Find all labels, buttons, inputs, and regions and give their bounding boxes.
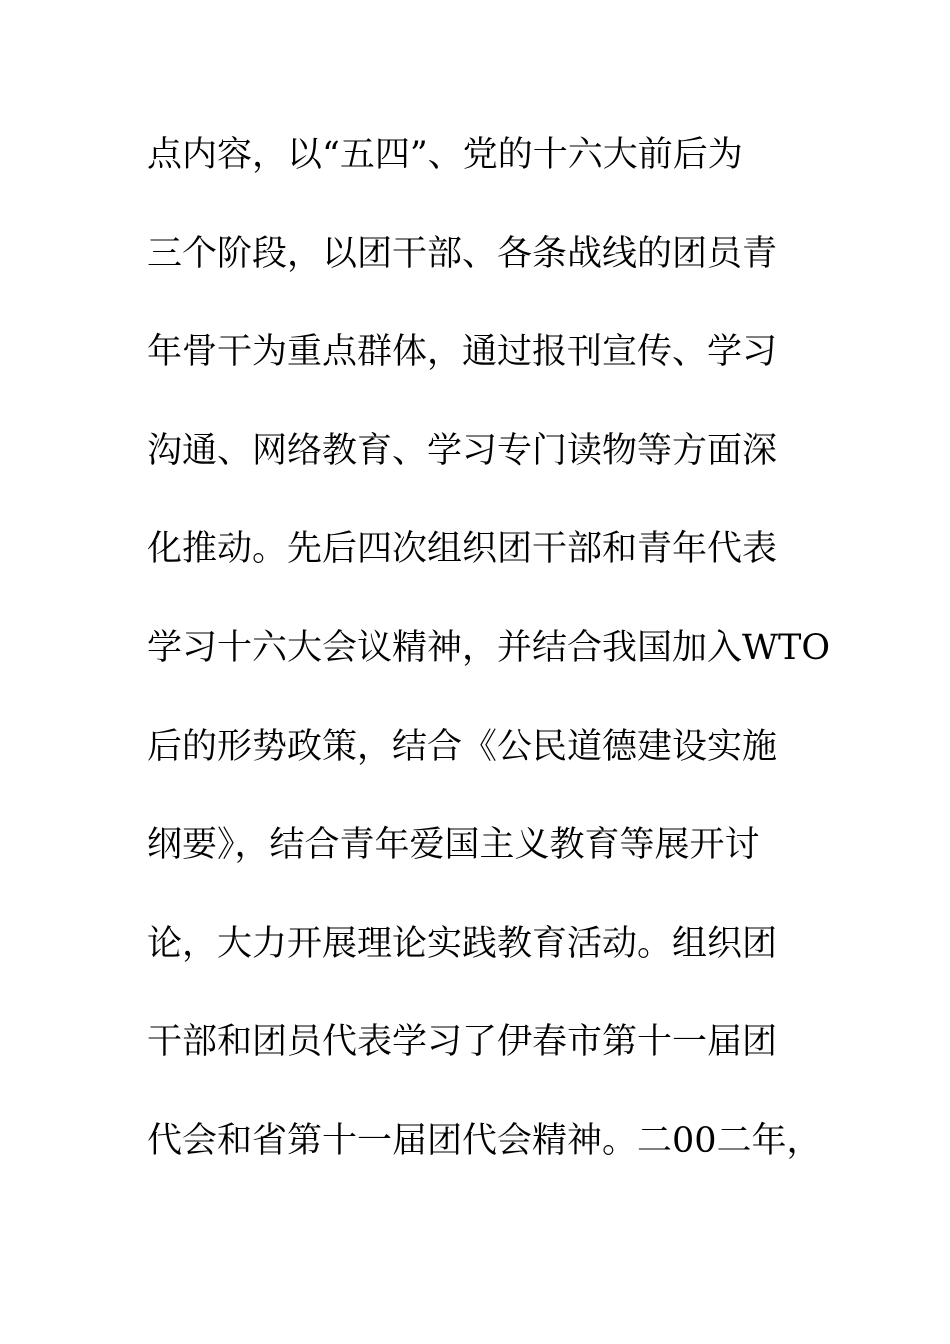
text-line: 干部和团员代表学习了伊春市第十一届团 <box>147 1022 778 1063</box>
text-line: 三个阶段，以团干部、各条战线的团员青 <box>147 233 778 274</box>
text-line: 代会和省第十一届团代会精神。二00二年， <box>147 1120 822 1161</box>
text-line: 年骨干为重点群体，通过报刊宣传、学习 <box>147 332 778 373</box>
body-text <box>147 127 847 1212</box>
text-line: 后的形势政策，结合《公民道德建设实施 <box>147 726 778 767</box>
text-line: 化推动。先后四次组织团干部和青年代表 <box>147 529 778 570</box>
text-line: 学习十六大会议精神，并结合我国加入WTO <box>147 627 831 668</box>
text-line: 点内容，以“五四”、党的十六大前后为 <box>147 135 743 175</box>
text-line: 沟通、网络教育、学习专门读物等方面深 <box>147 430 778 471</box>
text-line: 论，大力开展理论实践教育活动。组织团 <box>147 923 778 964</box>
text-line: 纲要》，结合青年爱国主义教育等展开讨 <box>147 825 760 866</box>
